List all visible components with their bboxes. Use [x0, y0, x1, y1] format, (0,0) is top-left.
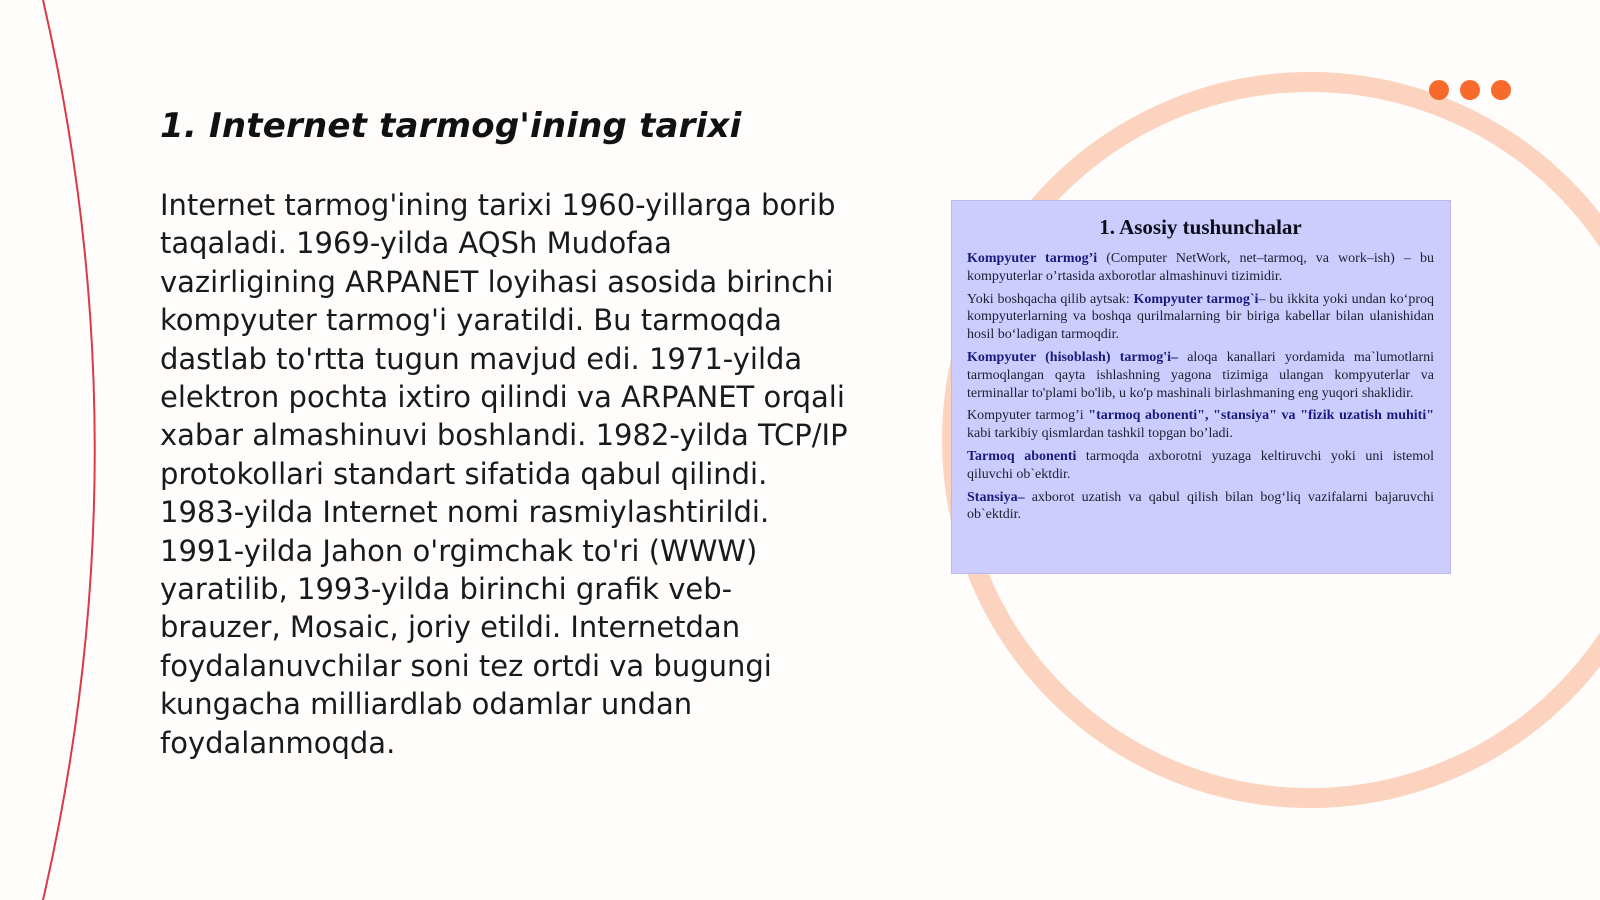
- card-text: aloqa kanallari yordamida ma`lumotlarni tarmoqlangan qayta ishlashning yagona tizimiga ulangan kompyuterlar va terminallar to'plami bo'lib, u ko'p mashinali birlashmaning eng yuqori shaklidir.: [967, 349, 1435, 401]
- three-dots-icon: [1429, 80, 1511, 100]
- slide-title: 1. Internet tarmog'ining tarixi: [160, 106, 742, 146]
- term: Kompyuter tarmog’i: [967, 251, 1098, 266]
- left-red-curve: [43, 0, 95, 900]
- term: Tarmoq abonenti: [967, 448, 1077, 464]
- card-text: kabi tarkibiy qismlardan tashkil topgan bo’ladi.: [967, 426, 1233, 442]
- card-text: axborot uzatish va qabul qilish bilan bog‘liq vazifalarni bajaruvchi ob`ektdir.: [967, 489, 1434, 523]
- card-paragraph: [967, 489, 1434, 525]
- card-title: 1. Asosiy tushunchalar: [1099, 215, 1302, 239]
- card-paragraph: [967, 349, 1434, 402]
- dot: [1429, 80, 1449, 100]
- term: Kompyuter (hisoblash) tarmog'i–: [967, 349, 1179, 365]
- card-paragraph: [967, 448, 1434, 484]
- term: Stansiya–: [967, 489, 1025, 505]
- card-text: Kompyuter tarmog’i: [967, 408, 1089, 424]
- slide-body-text: Internet tarmog'ining tarixi 1960-yillarga borib taqaladi. 1969-yilda AQSh Mudofaa vazirligining ARPANET loyihasi asosida birinchi kompyuter tarmog'i yaratildi. Bu tarmoqda dastlab to'rtta tugun mavjud edi. 1971-yilda elektron pochta ixtiro qilindi va ARPANET orqali xabar almashinuvi boshlandi. 1982-yilda TCP/IP protokollari standart sifatida qabul qilindi. 1983-yilda Internet nomi rasmiylashtirildi. 1991-yilda Jahon o'rgimchak to'ri (WWW) yaratilib, 1993-yilda birinchi grafik veb-brauzer, Mosaic, joriy etildi. Internetdan foydalanuvchilar soni tez ortdi va bugungi kungacha milliardlab odamlar undan foydalanmoqda.: [160, 188, 848, 760]
- card-text: (Computer NetWork, net–tarmoq, va work–ish) – bu kompyuterlar o’rtasida axborotlar almashinuvi tizimidir.: [967, 251, 1434, 284]
- card-paragraph: [967, 291, 1434, 344]
- concepts-image: [951, 200, 1451, 574]
- dot: [1491, 80, 1511, 100]
- card-text: – bu ikkita yoki undan ko‘proq kompyuterlarning va boshqa qurilmalarning bir biriga kabellar bilan ulanishidan hosil bo‘ladigan tarmoqdir.: [967, 291, 1435, 343]
- card-paragraph: [967, 250, 1434, 286]
- term: Kompyuter tarmog`i: [1133, 291, 1259, 307]
- dot: [1460, 80, 1480, 100]
- card-paragraph: [967, 407, 1434, 443]
- term: "tarmoq abonenti", "stansiya" va "fizik uzatish muhiti": [1088, 408, 1434, 424]
- card-text: Yoki boshqacha qilib aytsak:: [967, 291, 1134, 307]
- card-text: tarmoqda axborotni yuzaga keltiruvchi yoki uni istemol qiluvchi ob`ektdir.: [967, 448, 1434, 482]
